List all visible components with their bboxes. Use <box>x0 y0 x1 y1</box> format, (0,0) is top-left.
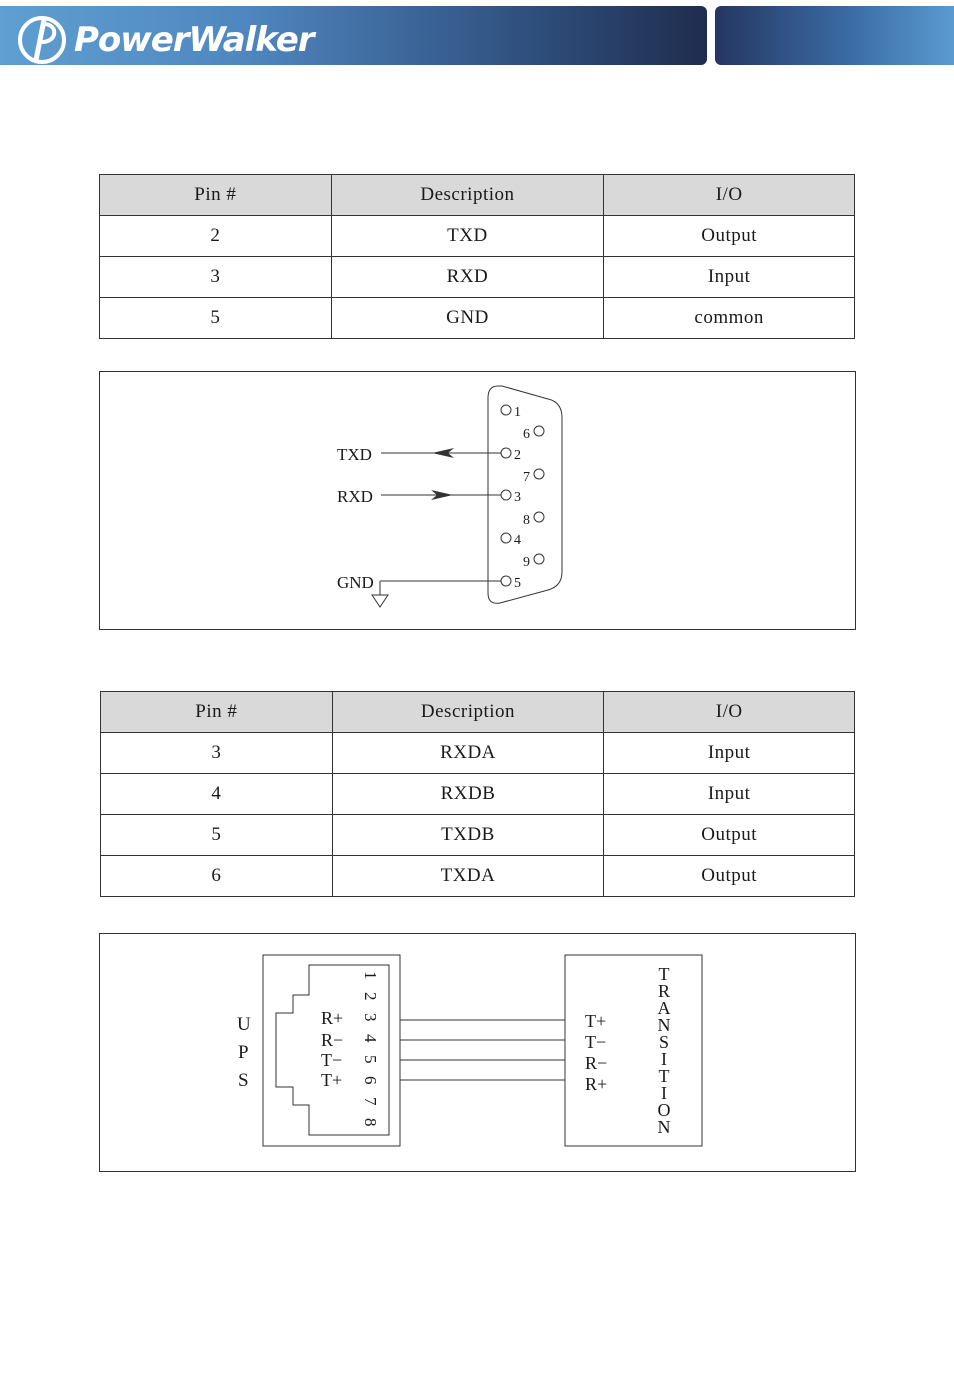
ups-letter: U <box>237 1014 251 1035</box>
ups-signal-label: R+ <box>321 1008 344 1028</box>
pin-label-2: 2 <box>514 448 521 463</box>
pin-label-6: 6 <box>523 427 530 442</box>
transition-letter: S <box>658 1032 670 1052</box>
transition-letter: I <box>661 1049 667 1069</box>
header-banner <box>0 6 707 65</box>
cell-description: RXD <box>331 257 604 298</box>
cell-pin: 4 <box>101 774 333 815</box>
pin-circle-2 <box>501 448 511 458</box>
cell-description: TXDA <box>332 856 604 897</box>
jack-pin-number: 5 <box>361 1055 380 1064</box>
pin-label-7: 7 <box>523 470 530 485</box>
rs232-pin-table <box>99 174 855 339</box>
pin-circle-8 <box>534 512 544 522</box>
cell-pin: 3 <box>100 257 332 298</box>
header-io: I/O <box>604 692 855 733</box>
transition-letter: I <box>661 1083 667 1103</box>
header-banner-right <box>715 6 954 65</box>
brand-name: PowerWalker <box>74 20 314 60</box>
pin-circle-4 <box>501 533 511 543</box>
cell-io: common <box>604 298 855 339</box>
transition-letter: N <box>657 1117 671 1137</box>
cell-pin: 2 <box>100 216 332 257</box>
header-pin: Pin # <box>100 175 332 216</box>
table-row <box>100 257 855 298</box>
jack-pin-number: 4 <box>361 1034 380 1043</box>
rxd-label: RXD <box>337 487 373 506</box>
table-row <box>101 856 855 897</box>
cell-description: TXD <box>331 216 604 257</box>
pin-circle-5 <box>501 576 511 586</box>
pin-circle-6 <box>534 426 544 436</box>
jack-pin-number: 2 <box>361 992 380 1001</box>
transition-letter: T <box>658 1066 670 1086</box>
pin-label-9: 9 <box>523 555 530 570</box>
pin-label-8: 8 <box>523 513 530 528</box>
cell-pin: 3 <box>101 733 333 774</box>
jack-pin-number: 1 <box>361 971 380 980</box>
cell-description: TXDB <box>332 815 604 856</box>
transition-signal-label: T+ <box>585 1011 607 1031</box>
cell-pin: 5 <box>101 815 333 856</box>
header-io: I/O <box>604 175 855 216</box>
header-pin: Pin # <box>101 692 333 733</box>
cell-pin: 5 <box>100 298 332 339</box>
transition-signal-label: R+ <box>585 1074 608 1094</box>
rs485-pin-table <box>100 691 855 897</box>
ups-signal-label: R− <box>321 1030 344 1050</box>
transition-letter: T <box>658 964 670 984</box>
transition-letter: R <box>657 981 671 1001</box>
ups-letter: S <box>238 1070 249 1091</box>
table-row <box>100 298 855 339</box>
pin-label-4: 4 <box>514 533 521 548</box>
gnd-label: GND <box>337 573 374 592</box>
pin-label-5: 5 <box>514 576 521 591</box>
pin-circle-7 <box>534 469 544 479</box>
txd-label: TXD <box>337 445 372 464</box>
cell-io: Input <box>604 733 855 774</box>
cell-io: Output <box>604 815 855 856</box>
pin-circle-1 <box>501 405 511 415</box>
jack-pin-number: 7 <box>361 1097 380 1106</box>
brand-mark-icon <box>14 14 70 66</box>
jack-pin-number: 8 <box>361 1118 380 1127</box>
header-description: Description <box>332 692 604 733</box>
table-row <box>101 774 855 815</box>
pin-label-3: 3 <box>514 490 521 505</box>
table-row <box>100 216 855 257</box>
table-header-row <box>100 175 855 216</box>
db9-wiring-diagram <box>99 371 856 630</box>
cell-io: Input <box>604 774 855 815</box>
pin-label-1: 1 <box>514 405 521 420</box>
transition-letter: N <box>657 1015 671 1035</box>
cell-description: RXDA <box>332 733 604 774</box>
cell-description: GND <box>331 298 604 339</box>
table-row <box>101 815 855 856</box>
ground-symbol-icon <box>372 595 388 607</box>
cell-io: Output <box>604 216 855 257</box>
jack-pin-number: 6 <box>361 1076 380 1085</box>
table-row <box>101 733 855 774</box>
ups-signal-label: T+ <box>321 1070 343 1090</box>
rj45-wiring-diagram <box>99 933 856 1172</box>
cell-io: Output <box>604 856 855 897</box>
cell-description: RXDB <box>332 774 604 815</box>
jack-pin-number: 3 <box>361 1013 380 1022</box>
pin-circle-9 <box>534 554 544 564</box>
transition-signal-label: R− <box>585 1053 608 1073</box>
cell-io: Input <box>604 257 855 298</box>
header-description: Description <box>331 175 604 216</box>
transition-signal-label: T− <box>585 1032 607 1052</box>
ups-letter: P <box>238 1042 249 1063</box>
ups-signal-label: T− <box>321 1050 343 1070</box>
brand-logo <box>14 14 314 66</box>
transition-letter: A <box>657 998 671 1018</box>
cell-pin: 6 <box>101 856 333 897</box>
table-header-row <box>101 692 855 733</box>
transition-letter: O <box>657 1100 671 1120</box>
pin-circle-3 <box>501 490 511 500</box>
